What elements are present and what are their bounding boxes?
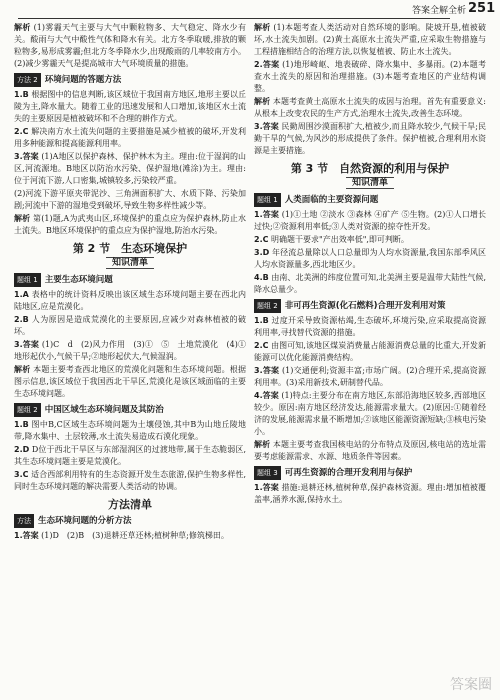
answer-paragraph [254,22,486,58]
answer-label: 1.答案 [254,210,280,219]
answer-text: (1)A地区以保护森林、保护林木为主。理由:位于湿润的山区,河流源地。B地区以防治水污染、保护湿地(滩涂)为主。理由:位于河流下游,人口密集,城镇较多,污染较严重。 [14,152,246,185]
answer-paragraph [254,482,486,506]
answer-label: 3.答案 [14,340,40,349]
answer-paragraph [254,390,486,438]
answer-text: (1)交通便利;资源丰富;市场广阔。(2)合理开采,提高资源利用率。(3)采用新技术,研制替代品。 [254,366,487,387]
topic-tag: 题组 3 [254,466,281,480]
answer-text: 本题主要考查西北地区的荒漠化问题和生态环境问题。根据图示信息,该区域位于我国西北干旱区,荒漠化是该区域面临的主要生态环境问题。 [14,365,247,398]
answer-paragraph [254,247,486,271]
topic-tag: 方法 [14,514,34,528]
subsection-label: 知识清单 [346,177,394,189]
answer-paragraph [14,530,246,542]
topic-title: 中国区域生态环境问题及其防治 [44,405,164,415]
answer-paragraph [254,121,486,157]
left-column [14,22,246,543]
header-title: 答案全解全析 [411,6,466,16]
answer-text: 表格中的统计资料反映出该区域生态环境问题主要在西北内陆地区,应是荒漠化。 [14,290,247,311]
answer-text: (1)C d (2)风力作用 (3)① ⑤ 土地荒漠化 (4)①地形起伏小,气候干旱;②地形起伏大,气候湿润。 [14,340,247,361]
answer-text: (1)本题考查人类活动对自然环境的影响。陡坡开垦,植被破坏,水土流失加剧。(2)黄土高原水土流失严重,应采取生物措施与工程措施相结合的治理方法,以恢复植被、防止水土流失。 [254,23,487,56]
answer-label: 解析 [254,97,271,106]
answer-paragraph [14,151,246,187]
answer-text: 本题主要考查我国核电站的分布特点及原因,核电站的选址需要考虑能源需求、水源、地质条件等因素。 [254,440,487,461]
answer-paragraph [254,234,486,246]
topic-heading [254,193,486,207]
answer-paragraph [254,272,486,296]
topic-title: 生态环境问题的分析方法 [38,516,132,526]
answer-text: (1)①土地 ②淡水 ③森林 ④矿产 ⑤生物。(2)①人口增长过快;②资源利用率低;③人类对资源的掠夺性开发。 [254,210,487,231]
answer-label: 1.B [254,316,269,325]
answer-paragraph [14,469,246,493]
answer-label: 1.答案 [14,531,39,540]
answer-label: 解析 [14,214,31,223]
answer-text: 适合西部利用特有的生态资源开发生态旅游,保护生物多样性,同时生态环境问题的解决需要人类活动的协调。 [14,470,247,491]
answer-text: 明确题干要求"产出效率低",即可判断。 [271,235,409,244]
answer-label: 4.答案 [254,391,279,400]
answer-paragraph [14,419,246,443]
answer-text: 根据图中的信息判断,该区域位于我国南方地区,地形主要以丘陵为主,降水量大。随着工业的迅速发展和人口增加,该地区水土流失的主要原因是植被破坏和不合理的耕作方式。 [14,90,246,123]
answer-label: 2.C [254,235,269,244]
answer-paragraph [14,314,246,338]
answer-label: 1.答案 [254,483,279,492]
answer-text: 人为原因是造成荒漠化的主要原因,应减少对森林植被的破坏。 [14,315,246,336]
answer-paragraph [14,444,246,468]
right-column [254,22,486,507]
answer-text: 由图可知,该地区煤炭消费量占能源消费总量的比重大,开发新能源可以优化能源消费结构。 [254,341,487,362]
topic-heading [14,514,246,528]
answer-label: 解析 [14,365,31,374]
answer-text: (1)地形崎岖、地表破碎、降水集中、多暴雨。(2)本题考查水土流失的原因和治理措施。(3)本题考查地区的产业结构调整。 [254,60,486,93]
answer-label: 3.C [14,470,29,479]
topic-heading [14,73,246,87]
answer-text: 解决南方水土流失问题的主要措施是减少植被的破坏,开发利用多种能源和提高能源利用率。 [14,127,247,148]
section-title: 第 2 节 生态环境保护 [72,242,188,255]
topic-heading [14,273,246,287]
answer-paragraph [254,365,486,389]
answer-label: 2.C [14,127,29,136]
header-rule [18,18,450,19]
answer-paragraph [254,315,486,339]
topic-tag: 题组 2 [14,403,41,417]
answer-label: 解析 [254,23,271,32]
topic-heading [254,299,486,313]
answer-text: 第(1)题,A为武夷山区,环境保护的重点应为保护森林,防止水土流失。B地区环境保护的重点应为保护湿地,防治水污染。 [14,214,246,235]
answer-text: 年径流总量除以人口总量即为人均水资源量,我国东部季风区人均水资源量多,西北地区少。 [254,248,486,269]
answer-paragraph [14,339,246,363]
answer-text: 民勤周围沙漠面积扩大,植被少,而且降水较少,气候干旱;民勤干旱的气候,为风沙的形成提供了条件。保护植被,合理利用水资源是主要措施。 [254,122,486,155]
answer-paragraph [14,213,246,237]
answer-paragraph [14,188,246,212]
answer-text: (2)河流下游平原夹带泥沙、三角洲面积扩大、水质下降、污染加剧;河流中下游的湿地受到破坏,导致生物多样性减少等。 [14,189,246,210]
answer-paragraph [14,126,246,150]
topic-tag: 题组 1 [254,193,281,207]
topic-title: 可再生资源的合理开发利用与保护 [284,468,413,478]
answer-paragraph [254,59,486,95]
answer-paragraph [14,89,246,125]
topic-heading [254,466,486,480]
answer-label: 1.A [14,290,29,299]
answer-paragraph [254,340,486,364]
topic-heading [14,403,246,417]
answer-text: (1)雾霾天气主要与大气中颗粒物多、大气稳定、降水少有关。酸雨与大气中酸性气体和降水有关。北方冬季取暖,排放的颗粒物多,易形成雾霾;但北方冬季降水少,出现酸雨的几率较南方小。(2)减少雾霾天气是提高城市大气环境质量的措施。 [14,23,246,68]
answer-label: 2.B [14,315,29,324]
answer-text: D位于西北干旱区与东部湿润区的过渡地带,属于生态脆弱区,其生态环境问题主要是荒漠化。 [14,445,246,466]
topic-title: 非可再生资源(化石燃料)合理开发利用对策 [284,301,446,311]
answer-paragraph [254,96,486,120]
answer-paragraph [14,364,246,400]
answer-text: 图中B,C区域生态环境问题为土壤侵蚀,其中B为山地丘陵地带,降水集中、土层较薄,水土流失易造成石漠化现象。 [14,420,246,441]
answer-label: 3.答案 [254,366,280,375]
answer-paragraph [254,209,486,233]
page-header [0,0,500,22]
topic-title: 环境问题的答题方法 [44,75,122,85]
answer-paragraph [14,289,246,313]
section-title: 第 3 节 自然资源的利用与保护 [290,162,450,175]
answer-label: 2.答案 [254,60,280,69]
answer-text: 由南、北美洲的纬度位置可知,北美洲主要是温带大陆性气候,降水总量少。 [254,273,486,294]
answer-label: 2.D [14,445,30,454]
answer-text: (1)特点:主要分布在南方地区,东部沿海地区较多,西部地区较少。原因:南方地区经济发达,能源需求量大。(2)原因:①随着经济的发展,能源需求量不断增加;②该地区能源资源短缺;③核电污染小。 [254,391,486,436]
topic-title: 主要生态环境问题 [44,275,113,285]
subsection-title [14,257,246,269]
page-number: 251 [468,1,496,16]
topic-title: 人类面临的主要资源问题 [284,195,379,205]
answer-label: 1.B [14,90,29,99]
answer-label: 4.B [254,273,269,282]
answer-label: 解析 [14,23,31,32]
answer-text: 本题考查黄土高原水土流失的成因与治理。首先有重要意义:从根本上改变农民的生产方式,治理水土流失,改善生态环境。 [254,97,487,118]
section-title: 方法清单 [108,498,152,511]
answer-text: 措施:退耕还林,植树种草,保护森林资源。理由:增加植被覆盖率,涵养水源,保持水土。 [254,483,486,504]
answer-text: (1)D (2)B (3)退耕还草还林;植树种草;修筑梯田。 [41,531,229,540]
answer-paragraph [254,439,486,463]
watermark: 答案圈 [450,677,492,693]
topic-tag: 题组 2 [254,299,281,313]
answer-label: 3.答案 [14,152,39,161]
answer-label: 3.答案 [254,122,279,131]
answer-text: 过度开采导致资源枯竭,生态破坏,环境污染,应采取提高资源利用率,寻找替代资源的措施。 [254,316,486,337]
topic-tag: 题组 1 [14,273,41,287]
answer-label: 1.B [14,420,29,429]
answer-label: 3.D [254,248,270,257]
answer-label: 解析 [254,440,271,449]
subsection-label: 知识清单 [106,257,154,269]
answer-label: 2.C [254,341,269,350]
subsection-title [254,177,486,189]
answer-paragraph [14,22,246,70]
topic-tag: 方法 2 [14,73,41,87]
